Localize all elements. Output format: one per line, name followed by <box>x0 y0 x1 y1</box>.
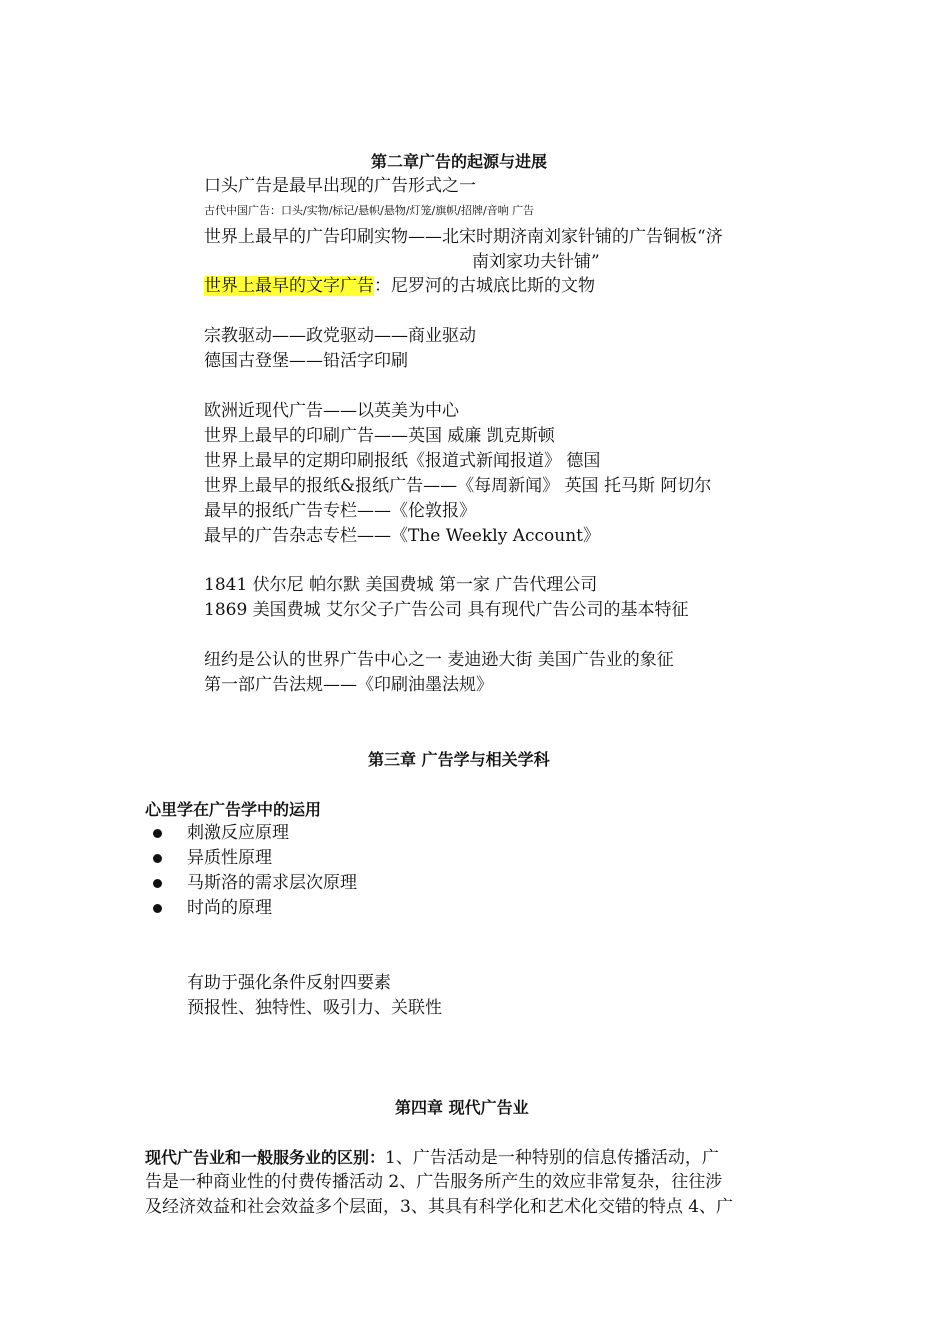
chapter-2-title: 第二章广告的起源与进展 <box>371 152 548 171</box>
ch2-line-8: 世界上最早的印刷广告——英国 威廉 凯克斯顿 <box>204 426 555 446</box>
ch4-para-text-1: 1、广告活动是一种特别的信息传播活动，广 <box>385 1148 719 1168</box>
ch2-line-7: 欧洲近现代广告——以英美为中心 <box>204 401 459 421</box>
bullet-item: 刺激反应原理 <box>187 823 289 843</box>
ch4-para-line-3: 及经济效益和社会效益多个层面，3、其具有科学化和艺术化交错的特点 4、广 <box>145 1197 734 1217</box>
bullet-dot <box>153 854 162 863</box>
ch2-line-5: 宗教驱动——政党驱动——商业驱动 <box>204 326 476 346</box>
ch2-line-13: 1841 伏尔尼 帕尔默 美国费城 第一家 广告代理公司 <box>204 575 598 595</box>
chapter-3-title: 第三章 广告学与相关学科 <box>368 750 550 769</box>
ch4-para-line-2: 告是一种商业性的付费传播活动 2、广告服务所产生的效应非常复杂，往往涉 <box>145 1172 723 1192</box>
ch2-line-14: 1869 美国费城 艾尔父子广告公司 具有现代广告公司的基本特征 <box>204 600 689 620</box>
highlighted-text: 世界上最早的文字广告 <box>204 276 374 296</box>
ch2-line-3b: 南刘家功夫针铺” <box>472 252 600 272</box>
ch2-line-3a: 世界上最早的广告印刷实物——北宋时期济南刘家针铺的广告铜板“济 <box>204 227 723 247</box>
bullet-item: 时尚的原理 <box>187 898 272 918</box>
ch2-line-15: 纽约是公认的世界广告中心之一 麦迪逊大街 美国广告业的象征 <box>204 650 674 670</box>
bullet-dot <box>153 904 162 913</box>
ch2-line-1: 口头广告是最早出现的广告形式之一 <box>204 176 476 196</box>
ch4-para-line-1 <box>145 1145 719 1171</box>
ch3-line-2: 预报性、独特性、吸引力、关联性 <box>187 998 442 1018</box>
ch2-line-9: 世界上最早的定期印刷报纸《报道式新闻报道》 德国 <box>204 451 601 471</box>
ch2-line-11: 最早的报纸广告专栏——《伦敦报》 <box>204 501 476 521</box>
ch3-line-1: 有助于强化条件反射四要素 <box>187 973 391 993</box>
bullet-dot <box>153 879 162 888</box>
ch2-line-4-rest: ：尼罗河的古城底比斯的文物 <box>374 276 595 296</box>
ch4-para-bold: 现代广告业和一般服务业的区别： <box>145 1148 386 1167</box>
bullet-item: 异质性原理 <box>187 848 272 868</box>
ch2-line-16: 第一部广告法规——《印刷油墨法规》 <box>204 675 493 695</box>
ch2-line-4 <box>204 274 595 299</box>
chapter-4-title: 第四章 现代广告业 <box>395 1098 529 1117</box>
ch2-line-2: 古代中国广告：口头/实物/标记/悬帜/悬物/灯笼/旗帜/招牌/音响 广告 <box>204 204 535 217</box>
ch2-line-6: 德国古登堡——铅活字印刷 <box>204 351 408 371</box>
bullet-item: 马斯洛的需求层次原理 <box>187 873 357 893</box>
ch3-subtitle: 心里学在广告学中的运用 <box>145 800 322 819</box>
bullet-dot <box>153 829 162 838</box>
ch2-line-10: 世界上最早的报纸&报纸广告——《每周新闻》 英国 托马斯 阿切尔 <box>204 476 712 496</box>
ch2-line-12: 最早的广告杂志专栏——《The Weekly Account》 <box>204 526 600 546</box>
